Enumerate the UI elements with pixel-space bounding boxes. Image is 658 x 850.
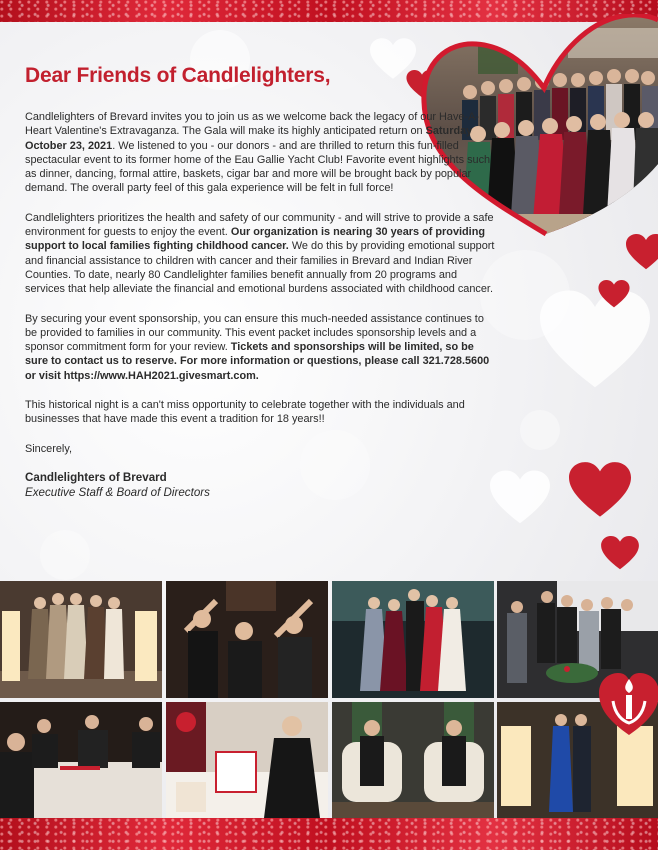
paragraph-text: We do this by providing emotional support and financial assistance to children with cancer and their families in Brevard and Indian River Counties. To date, nearly 80 Candlelighter families benefit annually from 20 programs and services that help alleviate the financial and emotional burdens associated with childhood cancer. [25, 240, 495, 296]
closing-salutation: Sincerely, [25, 442, 73, 455]
paragraph-text: . We listened to you - our donors - and are thrilled to return this fun-filled spectacular event to its former home of the Eau Gallie Yacht Club! Favorite event highlights such as dinner, dancing, formal attire, baskets, cigar bar and more will be brought back by popular demand. The overall party feel of this gala experience will be felt in full force! [25, 139, 491, 195]
letter-body [25, 64, 495, 500]
event-photo [166, 702, 328, 818]
paragraph-mission [25, 211, 495, 297]
red-heart-icon [569, 462, 631, 518]
letter-title: Dear Friends of Candlelighters, [25, 64, 331, 87]
event-photo [166, 581, 328, 698]
candlelighters-logo-icon [599, 671, 658, 737]
white-heart-icon [540, 290, 650, 390]
red-heart-icon [598, 280, 630, 308]
paragraph-sponsorship [25, 312, 495, 383]
paragraph-closing: This historical night is a can't miss opportunity to celebrate together with the individuals and businesses that have made this event a tradition for 18 years!! [25, 399, 465, 426]
event-photo [0, 581, 162, 698]
event-photo [332, 581, 494, 698]
paragraph-text: By securing your event sponsorship, you can ensure this much-needed assistance continues to be provided to families in our community. This event packet includes sponsorship levels and a sponsor commitment form for your review. [25, 312, 484, 354]
signature-title: Executive Staff & Board of Directors [25, 485, 210, 499]
photo-grid [0, 581, 658, 818]
bokeh [520, 410, 560, 450]
paragraph-text: Candlelighters of Brevard invites you to join us as we welcome back the legacy of our Have-A-Heart Valentine's Extravaganza. The Gala will make its highly anticipated return on [25, 111, 479, 138]
bottom-glitter-border [0, 818, 658, 850]
red-heart-icon [601, 536, 639, 570]
paragraph-bold-text: Our organization is nearing 30 years of providing support to local families fighting childhood cancer. [25, 226, 486, 253]
event-date: Saturday October 23, 2021 [25, 125, 473, 152]
signature-name: Candlelighters of Brevard [25, 470, 167, 484]
contact-info: Tickets and sponsorships will be limited, so be sure to contact us to reserve. For more information or questions, please call 321.728.5600 or visit https://www.HAH2021.givesmart.com. [25, 341, 490, 382]
event-photo [332, 702, 494, 818]
paragraph-text: Candlelighters prioritizes the health and safety of our community - and will strive to provide a safe environment for guests to enjoy the event. [25, 211, 494, 239]
bokeh [40, 530, 90, 580]
paragraph-intro [25, 110, 495, 196]
event-photo [0, 702, 162, 818]
white-heart-icon [490, 470, 550, 525]
